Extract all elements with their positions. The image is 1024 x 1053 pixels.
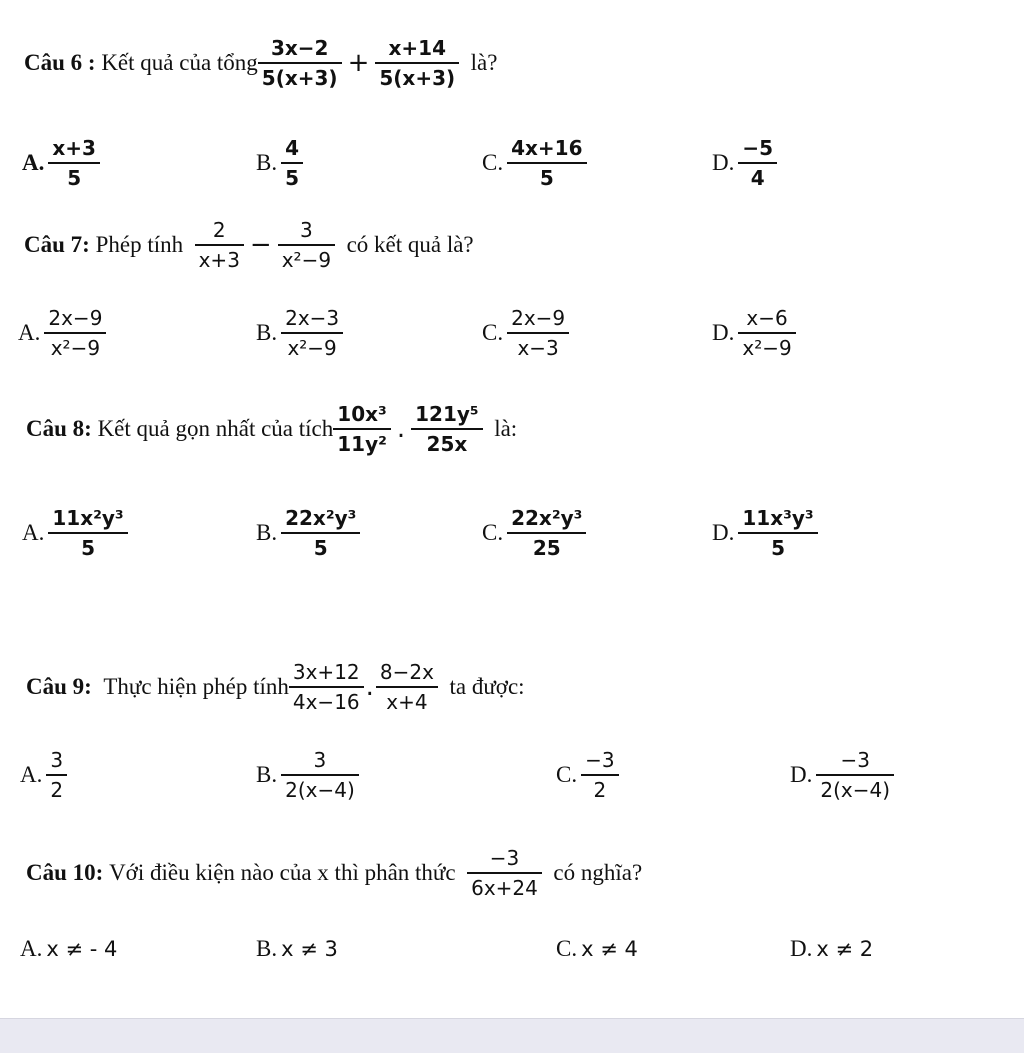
question-suffix: có kết quả là? xyxy=(346,232,474,257)
option-c: C. $\frac{4x+16}{5}$ xyxy=(482,118,587,208)
fraction: $\frac{3}{\text{x²−9}}$ xyxy=(278,219,335,272)
operator: . xyxy=(365,672,374,702)
fraction: $\frac{\text{10x³}}{\text{11y²}}$ xyxy=(333,403,391,456)
question-suffix: là? xyxy=(470,50,498,75)
fraction: $\frac{-3}{6x+24}$ xyxy=(467,847,542,900)
option-b: B. x ≠ 3 xyxy=(256,936,338,961)
options-10 xyxy=(0,904,1024,994)
question-label: Câu 8: xyxy=(26,416,92,441)
option-c: C. $\frac{2x-9}{x-3}$ xyxy=(482,288,569,378)
operator: . xyxy=(396,414,406,444)
question-9 xyxy=(0,642,1024,732)
option-d: D. $\frac{-3}{2(x-4)}$ xyxy=(790,730,894,820)
question-suffix: là: xyxy=(494,416,518,441)
option-b: B. $\frac{2x-3}{\text{x²−9}}$ xyxy=(256,288,343,378)
question-label: Câu 9: xyxy=(26,674,92,699)
fraction: $\frac{\text{121y⁵}}{25x}$ xyxy=(411,403,483,456)
question-suffix: ta được: xyxy=(449,674,525,699)
question-7 xyxy=(0,200,1024,290)
fraction: $\frac{3x-2}{5(x+3)}$ xyxy=(258,37,342,90)
question-text: Kết quả của tổng xyxy=(101,50,258,75)
fraction: $\frac{3x+12}{4x-16}$ xyxy=(289,661,364,714)
option-d: D. $\frac{-5}{4}$ xyxy=(712,118,777,208)
question-text: Thực hiện phép tính xyxy=(103,674,289,699)
fraction: $\frac{x+14}{5(x+3)}$ xyxy=(375,37,459,90)
question-label: Câu 10: xyxy=(26,860,104,885)
option-d: D. x ≠ 2 xyxy=(790,936,874,961)
question-label: Câu 7: xyxy=(24,232,90,257)
fraction: $\frac{8-2x}{x+4}$ xyxy=(376,661,438,714)
option-b: B. $\frac{4}{5}$ xyxy=(256,118,303,208)
option-a: A. x ≠ - 4 xyxy=(20,936,118,961)
options-6 xyxy=(0,118,1024,208)
option-b: B. $\frac{\text{22x²y³}}{5}$ xyxy=(256,488,360,578)
options-8 xyxy=(0,488,1024,578)
option-d: D. $\frac{x-6}{\text{x²−9}}$ xyxy=(712,288,796,378)
question-text: Phép tính xyxy=(95,232,184,257)
operator: + xyxy=(347,48,370,78)
operator: − xyxy=(249,230,272,260)
question-label: Câu 6 : xyxy=(24,50,96,75)
option-b: B. $\frac{3}{2(x-4)}$ xyxy=(256,730,359,820)
option-a: A. $\frac{\text{11x²y³}}{5}$ xyxy=(22,488,128,578)
option-c: C. x ≠ 4 xyxy=(556,936,638,961)
option-a: A. $\frac{3}{2}$ xyxy=(20,730,67,820)
option-c: C. $\frac{\text{22x²y³}}{25}$ xyxy=(482,488,586,578)
options-9 xyxy=(0,730,1024,820)
question-text: Kết quả gọn nhất của tích xyxy=(97,416,334,441)
question-6 xyxy=(0,18,1024,108)
option-a: A. $\frac{x+3}{5}$ xyxy=(22,118,100,208)
question-suffix: có nghĩa? xyxy=(553,860,643,885)
options-7 xyxy=(0,288,1024,378)
option-c: C. $\frac{-3}{2}$ xyxy=(556,730,619,820)
question-8 xyxy=(0,384,1024,474)
option-a: A. $\frac{2x-9}{\text{x²−9}}$ xyxy=(18,288,106,378)
question-text: Với điều kiện nào của x thì phân thức xyxy=(109,860,456,885)
bottom-bar xyxy=(0,1018,1024,1053)
fraction: $\frac{2}{x+3}$ xyxy=(195,219,244,272)
option-d: D. $\frac{\text{11x³y³}}{5}$ xyxy=(712,488,818,578)
